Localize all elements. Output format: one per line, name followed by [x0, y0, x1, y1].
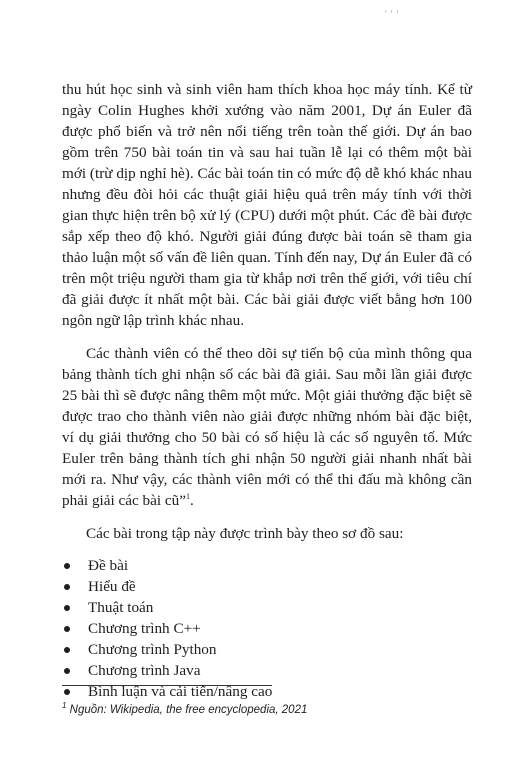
list-item — [62, 660, 472, 681]
section-outline-list — [62, 555, 472, 702]
list-intro: Các bài trong tập này được trình bày theo sơ đồ sau: — [86, 525, 404, 542]
list-item-label: Chương trình C++ — [88, 620, 201, 637]
header-mark: ' ' ' — [385, 9, 400, 19]
paragraph-2 — [62, 343, 472, 511]
footnote-marker: 1 — [62, 701, 67, 711]
bullet-icon — [64, 563, 70, 569]
list-item-label: Hiểu đề — [88, 578, 136, 595]
list-item-label: Thuật toán — [88, 599, 154, 616]
body-text — [62, 79, 472, 702]
bullet-icon — [64, 668, 70, 674]
footnote-text: Nguồn: Wikipedia, the free encyclopedia, 2021 — [66, 704, 308, 716]
bullet-icon — [64, 647, 70, 653]
list-item-label: Bình luận và cải tiến/nâng cao — [88, 683, 273, 700]
list-item — [62, 639, 472, 660]
footnote — [62, 701, 308, 716]
list-item — [62, 555, 472, 576]
footnote-divider — [62, 685, 272, 686]
bullet-icon — [64, 689, 70, 695]
list-item — [62, 597, 472, 618]
bullet-icon — [64, 605, 70, 611]
footnote-reference[interactable]: 1 — [185, 491, 190, 501]
list-item-label: Đề bài — [88, 557, 129, 574]
bullet-icon — [64, 584, 70, 590]
paragraph-1-text: thu hút học sinh và sinh viên ham thích khoa học máy tính. Kể từ ngày Colin Hughes khởi xướng vào năm 2001, Dự án Euler đã được phổ biến và trở nên nổi tiếng trên toàn thế giới. Dự án bao gồm trên 750 bài toán tin và sau hai tuần lễ lại có thêm một bài mới (trừ dịp nghỉ hè). Các bài toán tin có mức độ dễ khó khác nhau nhưng đều đòi hỏi các thuật giải hiệu quả trên máy tính với thời gian thực hiện trên bộ xử lý (CPU) dưới một phút. Các đề bài được sắp xếp theo độ khó. Người giải đúng được bài toán sẽ tham gia thảo luận một số vấn đề liên quan. Tính đến nay, Dự án Euler đã có trên một triệu người tham gia từ khắp nơi trên thế giới, với tiêu chí đã giải được ít nhất một bài. Các bài giải được viết bằng hơn 100 ngôn ngữ lập trình khác nhau. — [62, 81, 472, 329]
list-item — [62, 618, 472, 639]
list-item — [62, 576, 472, 597]
paragraph-2-tail: . — [189, 492, 194, 509]
paragraph-1 — [62, 79, 472, 331]
list-item-label: Chương trình Python — [88, 641, 217, 658]
list-item-label: Chương trình Java — [88, 662, 201, 679]
bullet-icon — [64, 626, 70, 632]
paragraph-2-text: Các thành viên có thể theo dõi sự tiến bộ của mình thông qua bảng thành tích ghi nhận số các bài đã giải. Sau mỗi lần giải được 25 bài thì sẽ được nâng thêm một mức. Một giải thưởng đặc biệt sẽ được trao cho thành viên nào giải được những nhóm bài đặc biệt, ví dụ giải thưởng cho 50 bài có số hiệu là các số nguyên tố. Mức Euler trên bảng thành tích ghi nhận 50 người giải nhanh nhất bài mới ra. Như vậy, các thành viên mới có thể thi đấu mà không cần phải giải các bài cũ” — [62, 345, 472, 509]
